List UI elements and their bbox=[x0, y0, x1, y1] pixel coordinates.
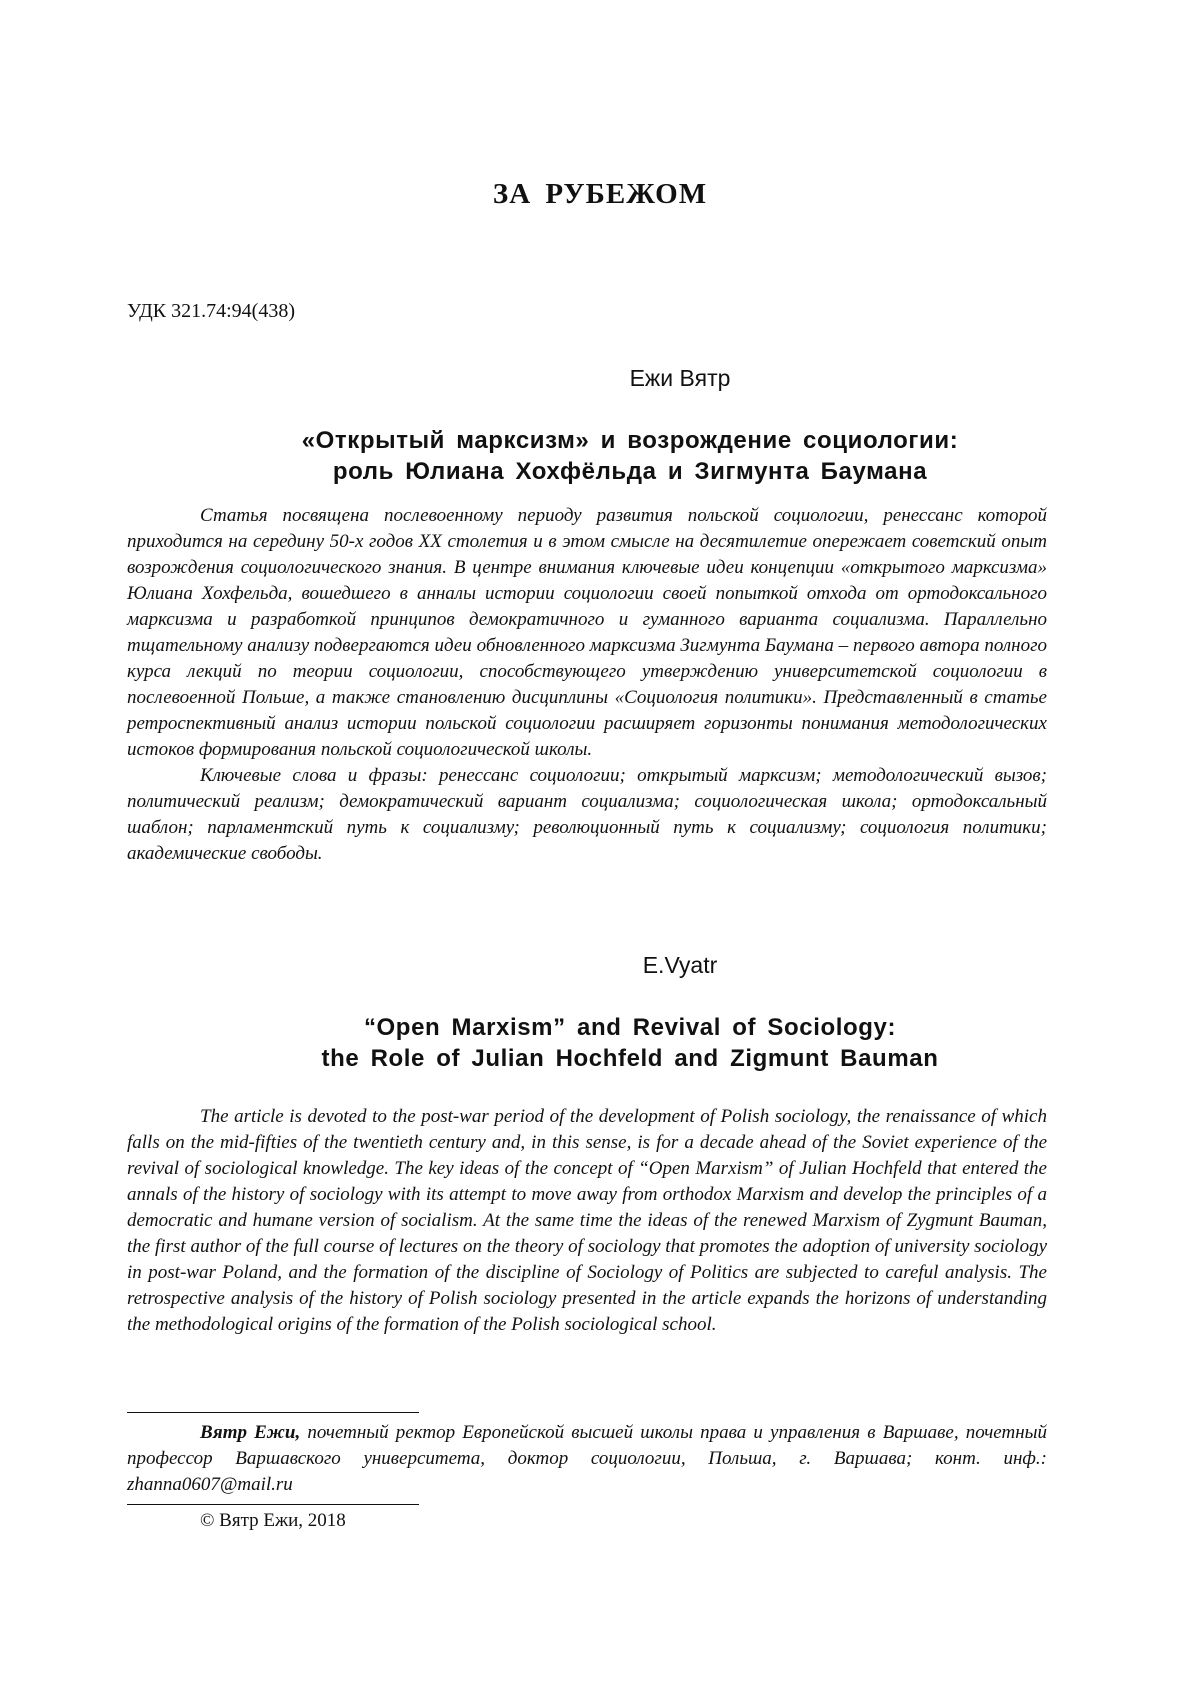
abstract-en-text: The article is devoted to the post-war period of the development of Polish sociology, the renaissance of which falls on the mid-fifties of the twentieth century and, in this sense, is for a decade ahead of the Soviet experience of the revival of sociological knowledge. The key ideas of the concept of “Open Marxism” of Julian Hochfeld that entered the annals of the history of sociology with its attempt to move away from orthodox Marxism and develop the principles of a democratic and humane version of socialism. At the same time the ideas of the renewed Marxism of Zygmunt Bauman, the first author of the full course of lectures on the theory of sociology that promotes the adoption of university sociology in post-war Poland, and the formation of the discipline of Sociology of Politics are subjected to careful analysis. The retrospective analysis of the history of Polish sociology presented in the article expands the horizons of understanding the methodological origins of the formation of the Polish sociological school. bbox=[127, 1106, 1047, 1335]
abstract-ru-text: Статья посвящена послевоенному периоду развития польской социологии, ренессанс которой приходится на середину 50-х годов XX столетия и в этом смысле на десятилетие опережает советский опыт возрождения социологического знания. В центре внимания ключевые идеи концепции «открытого марксизма» Юлиана Хохфельда, вошедшего в анналы истории социологии своей попыткой отхода от ортодоксального марксизма и разработкой принципов демократичного и гуманного варианта социализма. Параллельно тщательному анализу подвергаются идеи обновленного марксизма Зигмунта Баумана – первого автора полного курса лекций по теории социологии, способствующего утверждению университетской социологии в послевоенной Польше, а также становлению дисциплины «Социология политики». Представленный в статье ретроспективный анализ истории польской социологии расширяет горизонты понимания методологических истоков формирования польской социологической школы. bbox=[127, 505, 1047, 760]
footnote-author-info: почетный ректор Европейской высшей школы права и управления в Варшаве, почетный профессор Варшавского университета, доктор социологии, Польша, г. Варшава; конт. инф.: zhanna0607@mail.ru bbox=[127, 1422, 1047, 1495]
article-title-ru bbox=[180, 425, 1080, 487]
section-heading: ЗА РУБЕЖОМ bbox=[492, 178, 708, 210]
abstract-en bbox=[127, 1104, 1047, 1338]
footnote-divider bbox=[127, 1412, 419, 1413]
article-title-ru-line2: роль Юлиана Хохфёльда и Зигмунта Баумана bbox=[332, 458, 928, 485]
article-title-en-line1: “Open Marxism” and Revival of Sociology: bbox=[363, 1014, 897, 1041]
copyright-notice: © Вятр Ежи, 2018 bbox=[200, 1510, 346, 1531]
copyright-divider bbox=[127, 1504, 419, 1505]
article-title-ru-line1: «Открытый марксизм» и возрождение социологии: bbox=[301, 427, 959, 454]
footnote-author-name: Вятр Ежи, bbox=[200, 1422, 301, 1443]
article-title-en-line2: the Role of Julian Hochfeld and Zigmunt Bauman bbox=[321, 1045, 939, 1072]
author-name-en: E.Vyatr bbox=[642, 952, 718, 978]
udk-code: УДК 321.74:94(438) bbox=[127, 300, 295, 322]
author-footnote bbox=[127, 1420, 1047, 1498]
keywords-ru: Ключевые слова и фразы: ренессанс социологии; открытый марксизм; методологический вызов; политический реализм; демократический вариант социализма; социологическая школа; ортодоксальный шаблон; парламентский путь к социализму; революционный путь к социализму; социология политики; академические свободы. bbox=[127, 765, 1047, 864]
abstract-ru bbox=[127, 503, 1047, 867]
article-title-en bbox=[180, 1012, 1080, 1074]
author-name-ru: Ежи Вятр bbox=[629, 365, 731, 391]
